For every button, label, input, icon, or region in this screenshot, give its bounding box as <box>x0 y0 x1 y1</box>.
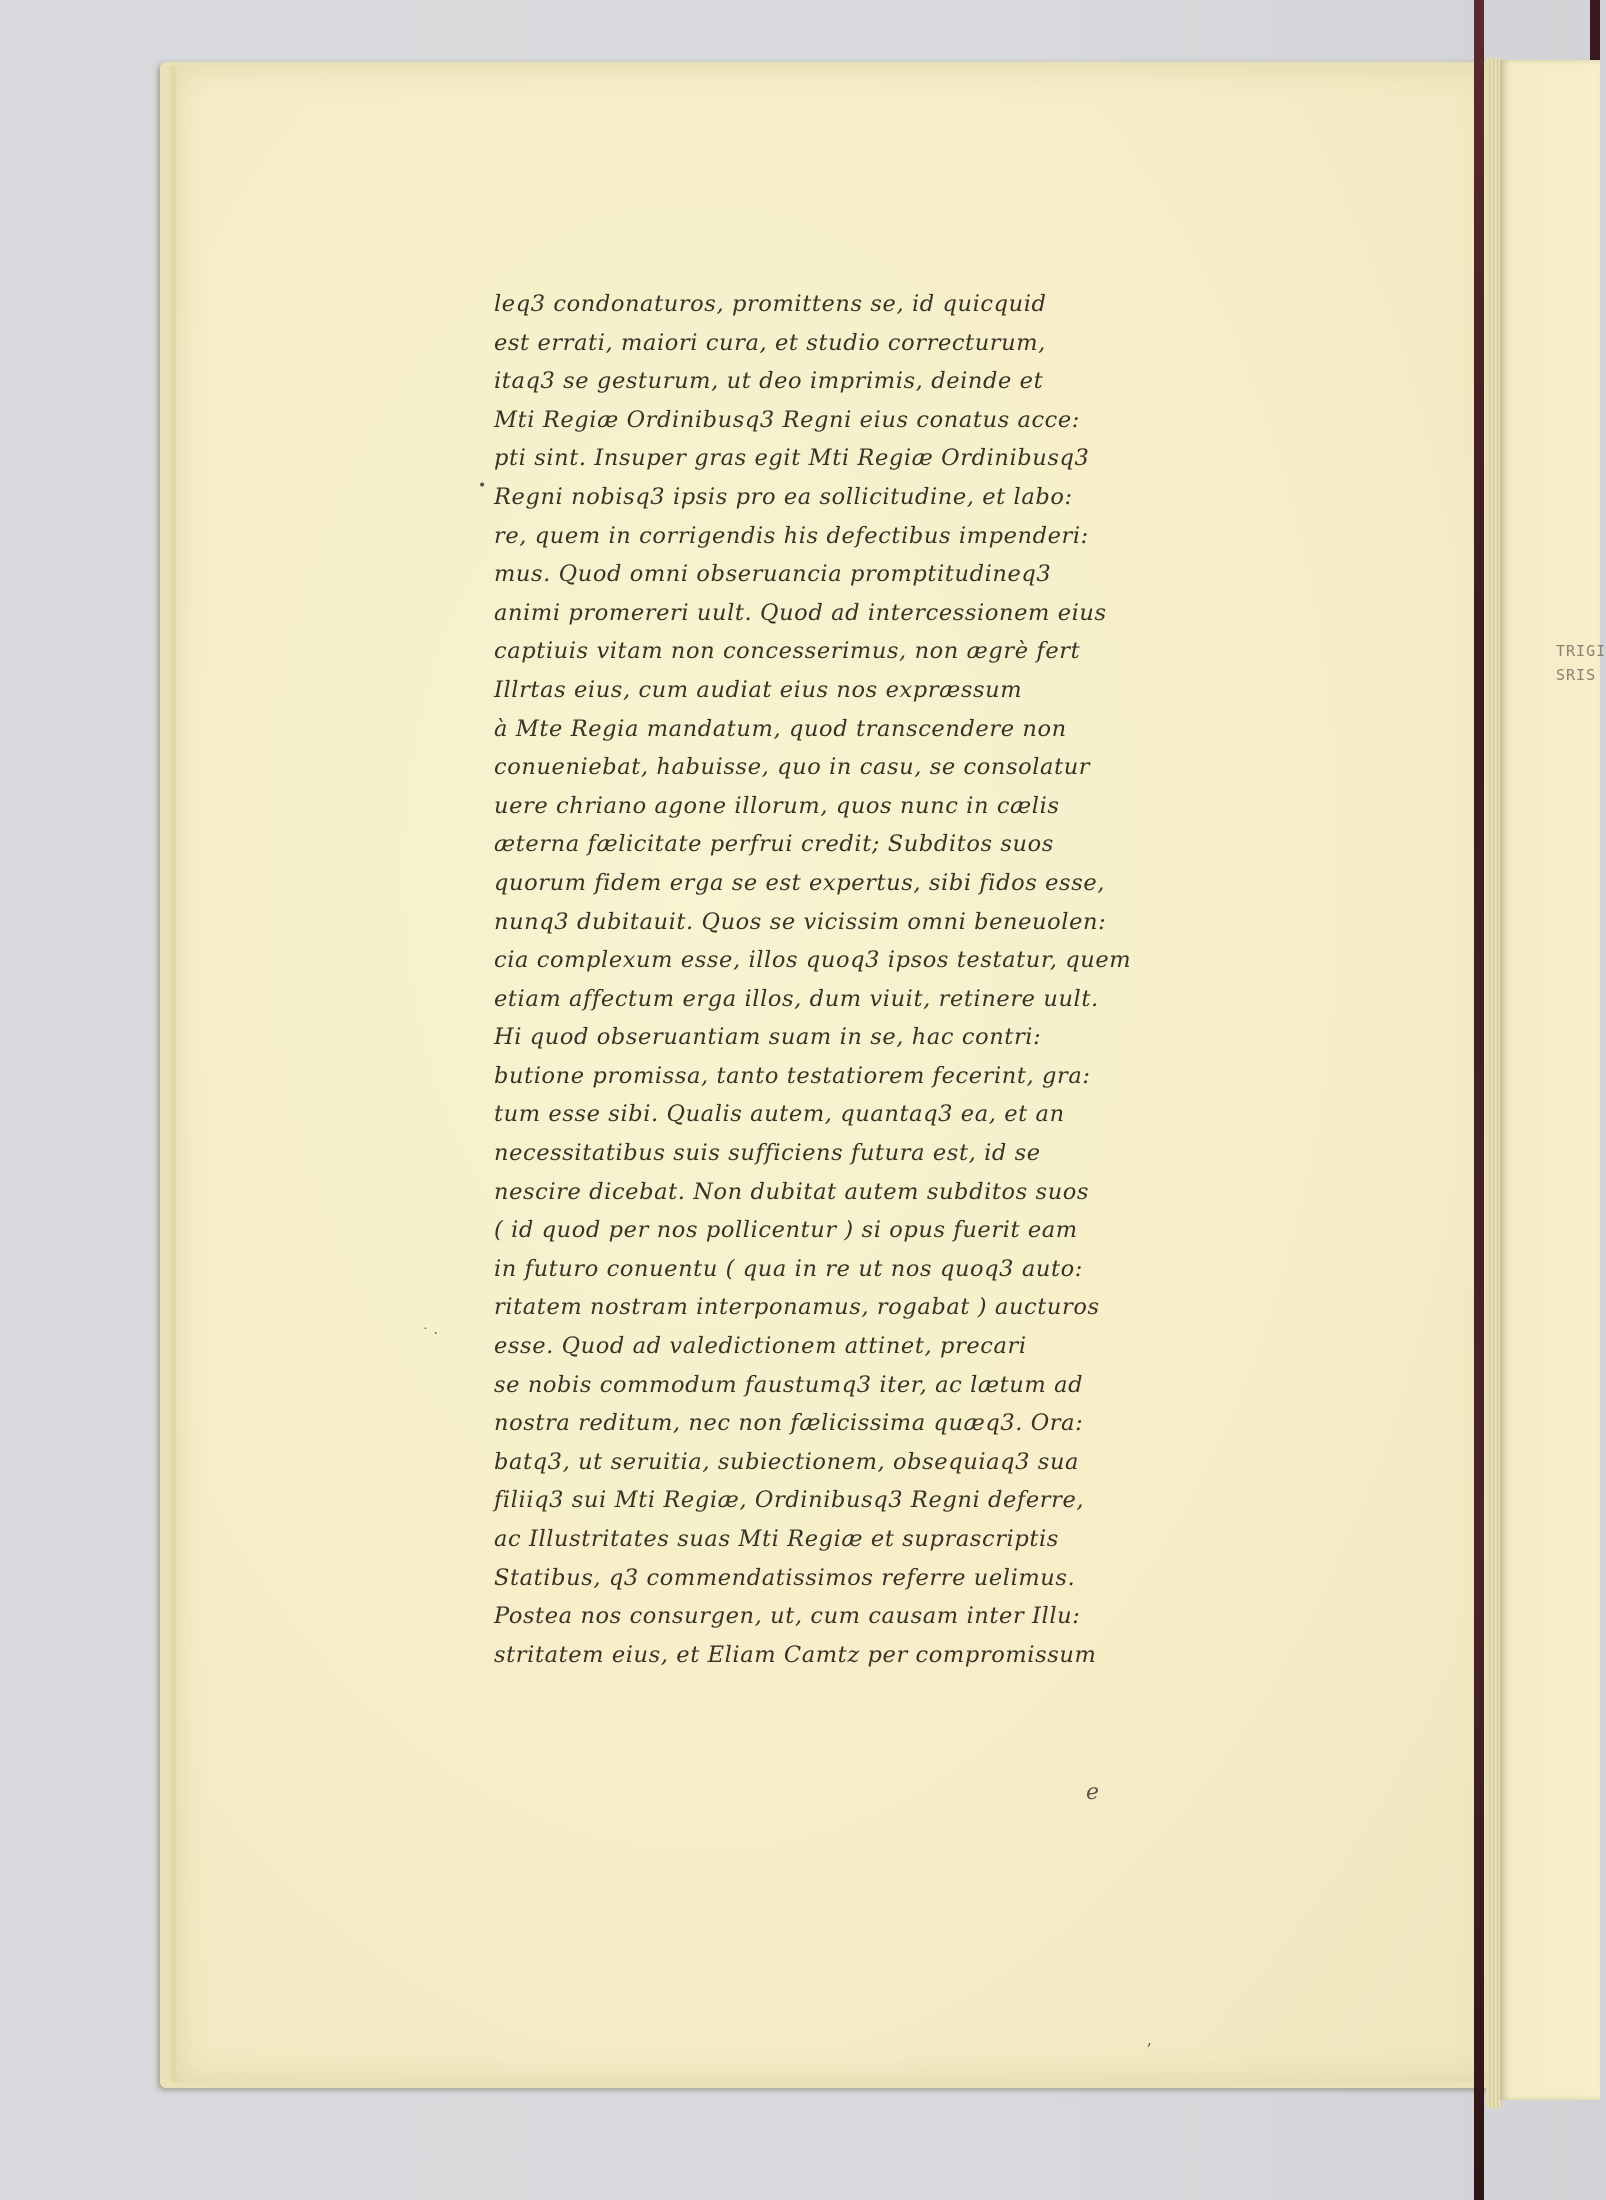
text-line: Illrtas eius, cum audiat eius nos expræssum <box>494 676 1023 703</box>
text-line: Statibus, q3 commendatissimos referre uelimus. <box>494 1564 1076 1591</box>
text-line: nescire dicebat. Non dubitat autem subditos suos <box>494 1178 1090 1205</box>
text-line: Regni nobisq3 ipsis pro ea sollicitudine, et labo: <box>494 483 1073 510</box>
text-line: nostra reditum, nec non fælicissima quæq3. Ora: <box>494 1410 1084 1437</box>
text-line: stritatem eius, et Eliam Camtz per compromissum <box>494 1641 1097 1668</box>
text-line: uere chriano agone illorum, quos nunc in cælis <box>494 792 1060 819</box>
text-line: ( id quod per nos pollicentur ) si opus fuerit eam <box>494 1217 1078 1244</box>
text-line: ritatem nostram interponamus, rogabat ) aucturos <box>494 1294 1100 1321</box>
text-line: Mti Regiæ Ordinibusq3 Regni eius conatus acce: <box>494 406 1080 433</box>
manuscript-text <box>494 285 1214 1674</box>
text-line: conueniebat, habuisse, quo in casu, se consolatur <box>494 754 1091 781</box>
text-line: itaq3 se gesturum, ut deo imprimis, deinde et <box>494 368 1044 395</box>
text-line: æterna fælicitate perfrui credit; Subditos suos <box>494 831 1054 858</box>
text-line: Hi quod obseruantiam suam in se, hac contri: <box>494 1024 1042 1051</box>
text-line: à Mte Regia mandatum, quod transcendere non <box>494 715 1067 742</box>
text-line: quorum fidem erga se est expertus, sibi fidos esse, <box>494 869 1106 896</box>
text-line: pti sint. Insuper gras egit Mti Regiæ Ordinibusq3 <box>494 445 1090 472</box>
text-line: in futuro conuentu ( qua in re ut nos quoq3 auto: <box>494 1255 1083 1282</box>
binding-cover-corner <box>1590 0 1600 60</box>
margin-dot: • <box>478 478 487 494</box>
margin-dot: ˙ · <box>422 1326 438 1342</box>
text-line: esse. Quod ad valedictionem attinet, precari <box>494 1333 1027 1360</box>
text-line: mus. Quod omni obseruancia promptitudineq3 <box>494 561 1052 588</box>
binding-cover <box>1474 0 1484 2200</box>
text-line: est errati, maiori cura, et studio correcturum, <box>494 329 1046 356</box>
text-line: tum esse sibi. Qualis autem, quantaq3 ea, et an <box>494 1101 1065 1128</box>
text-line: Postea nos consurgen, ut, cum causam inter Illu: <box>494 1603 1081 1630</box>
catchword: e <box>1086 1780 1100 1805</box>
margin-note-2: SRIS <box>1556 666 1597 684</box>
text-line: cia complexum esse, illos quoq3 ipsos testatur, quem <box>494 947 1132 974</box>
text-line: necessitatibus suis sufficiens futura est, id se <box>494 1140 1041 1167</box>
text-line: animi promereri uult. Quod ad intercessionem eius <box>494 599 1107 626</box>
text-line: captiuis vitam non concesserimus, non ægrè fert <box>494 638 1081 665</box>
margin-stroke: ʼ <box>1146 2040 1152 2059</box>
text-line: re, quem in corrigendis his defectibus impenderi: <box>494 522 1089 549</box>
text-line: batq3, ut seruitia, subiectionem, obsequiaq3 sua <box>494 1448 1080 1475</box>
text-line: leq3 condonaturos, promittens se, id quicquid <box>494 291 1047 317</box>
text-line: etiam affectum erga illos, dum viuit, retinere uult. <box>494 985 1099 1012</box>
text-line: filiiq3 sui Mti Regiæ, Ordinibusq3 Regni deferre, <box>494 1487 1085 1514</box>
facing-page <box>1500 60 1600 2100</box>
text-line: ac Illustritates suas Mti Regiæ et suprascriptis <box>494 1526 1059 1552</box>
text-line: se nobis commodum faustumq3 iter, ac lætum ad <box>494 1371 1084 1398</box>
margin-note-1: TRIGI <box>1556 642 1606 660</box>
text-line: butione promissa, tanto testatiorem fecerint, gra: <box>494 1062 1091 1089</box>
text-line: nunq3 dubitauit. Quos se vicissim omni beneuolen: <box>494 908 1107 935</box>
